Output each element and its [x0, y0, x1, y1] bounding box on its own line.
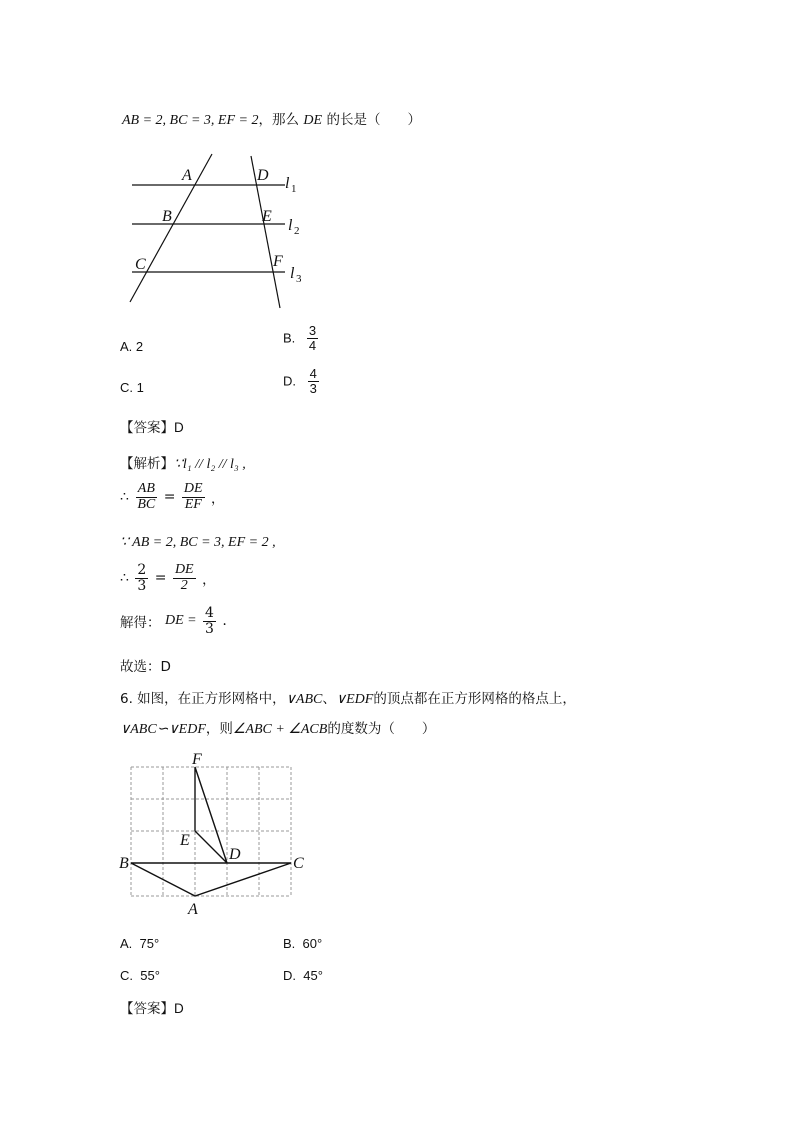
grid: [131, 767, 291, 896]
q5-figure: [120, 150, 320, 310]
q5-analysis-line1: 【解析】∵l₁ // l₂ // l₃ ,: [120, 456, 246, 472]
q6-option-b[interactable]: B. 60°: [283, 936, 323, 951]
label-C: C: [135, 256, 146, 273]
label-F: F: [192, 751, 202, 768]
q5-stem-math: AB = 2, BC = 3, EF = 2: [122, 113, 259, 128]
triangle-edf: [195, 767, 227, 863]
label-l3-sub: 3: [296, 273, 302, 285]
q5-analysis-line2: ∴ $\frac{AB}{BC}$ = $\frac{DE}{EF}$ ，: [120, 481, 225, 512]
q6-option-d[interactable]: D. 45°: [283, 968, 323, 983]
label-D: D: [229, 846, 241, 863]
q5-stem-tail: 的长是（ ）: [326, 112, 422, 128]
label-l2-sub: 2: [294, 225, 300, 237]
q5-analysis-line5: 解得： DE = $\frac{4}{3}$ .: [120, 605, 227, 637]
q5-option-d-fraction: $\frac{4}{3}$: [309, 366, 317, 396]
q6-option-c[interactable]: C. 55°: [120, 968, 160, 983]
label-B: B: [162, 208, 172, 225]
q5-stem: [122, 108, 421, 129]
label-B: B: [119, 855, 129, 872]
q6-figure: [116, 750, 316, 920]
q5-option-b-fraction: $\frac{3}{4}$: [308, 323, 317, 353]
label-A: A: [188, 901, 198, 918]
q5-analysis-line3: ∵ AB = 2, BC = 3, EF = 2 ,: [120, 535, 276, 550]
label-D: D: [257, 167, 269, 184]
label-l3: l: [290, 265, 295, 282]
triangle-abc: [131, 863, 291, 896]
q5-option-c[interactable]: C. 1: [120, 380, 144, 395]
q5-answer: 【答案】D: [120, 420, 184, 436]
label-F: F: [273, 253, 283, 270]
label-A: A: [182, 167, 192, 184]
label-l1-sub: 1: [291, 183, 297, 195]
q5-option-a[interactable]: A. 2: [120, 339, 144, 354]
q5-stem-text: ，那么: [258, 112, 299, 128]
q5-analysis-line4: ∴ $\frac{2}{3}$ = $\frac{DE}{2}$ ，: [120, 562, 216, 594]
q6-stem-line1: 6. 如图，在正方形网格中，∨ABC、∨EDF的顶点都在正方形网格的格点上，: [120, 691, 576, 707]
label-l1: l: [285, 175, 290, 192]
q5-option-d[interactable]: D. $\frac{4}{3}$: [283, 366, 317, 396]
q5-option-b[interactable]: B. $\frac{3}{4}$: [283, 323, 317, 353]
label-C: C: [293, 855, 304, 872]
q5-conclusion: 故选：D: [120, 659, 171, 675]
q6-answer: 【答案】D: [120, 1001, 184, 1017]
q6-option-a[interactable]: A. 75°: [120, 936, 160, 951]
q5-stem-de: DE: [303, 113, 323, 128]
transversal-left: [130, 154, 212, 302]
q6-stem-line2: ∨ABC∽∨EDF，则∠ABC + ∠ACB的度数为（ ）: [120, 721, 436, 737]
label-E: E: [180, 832, 190, 849]
label-l2: l: [288, 217, 293, 234]
label-E: E: [262, 208, 272, 225]
